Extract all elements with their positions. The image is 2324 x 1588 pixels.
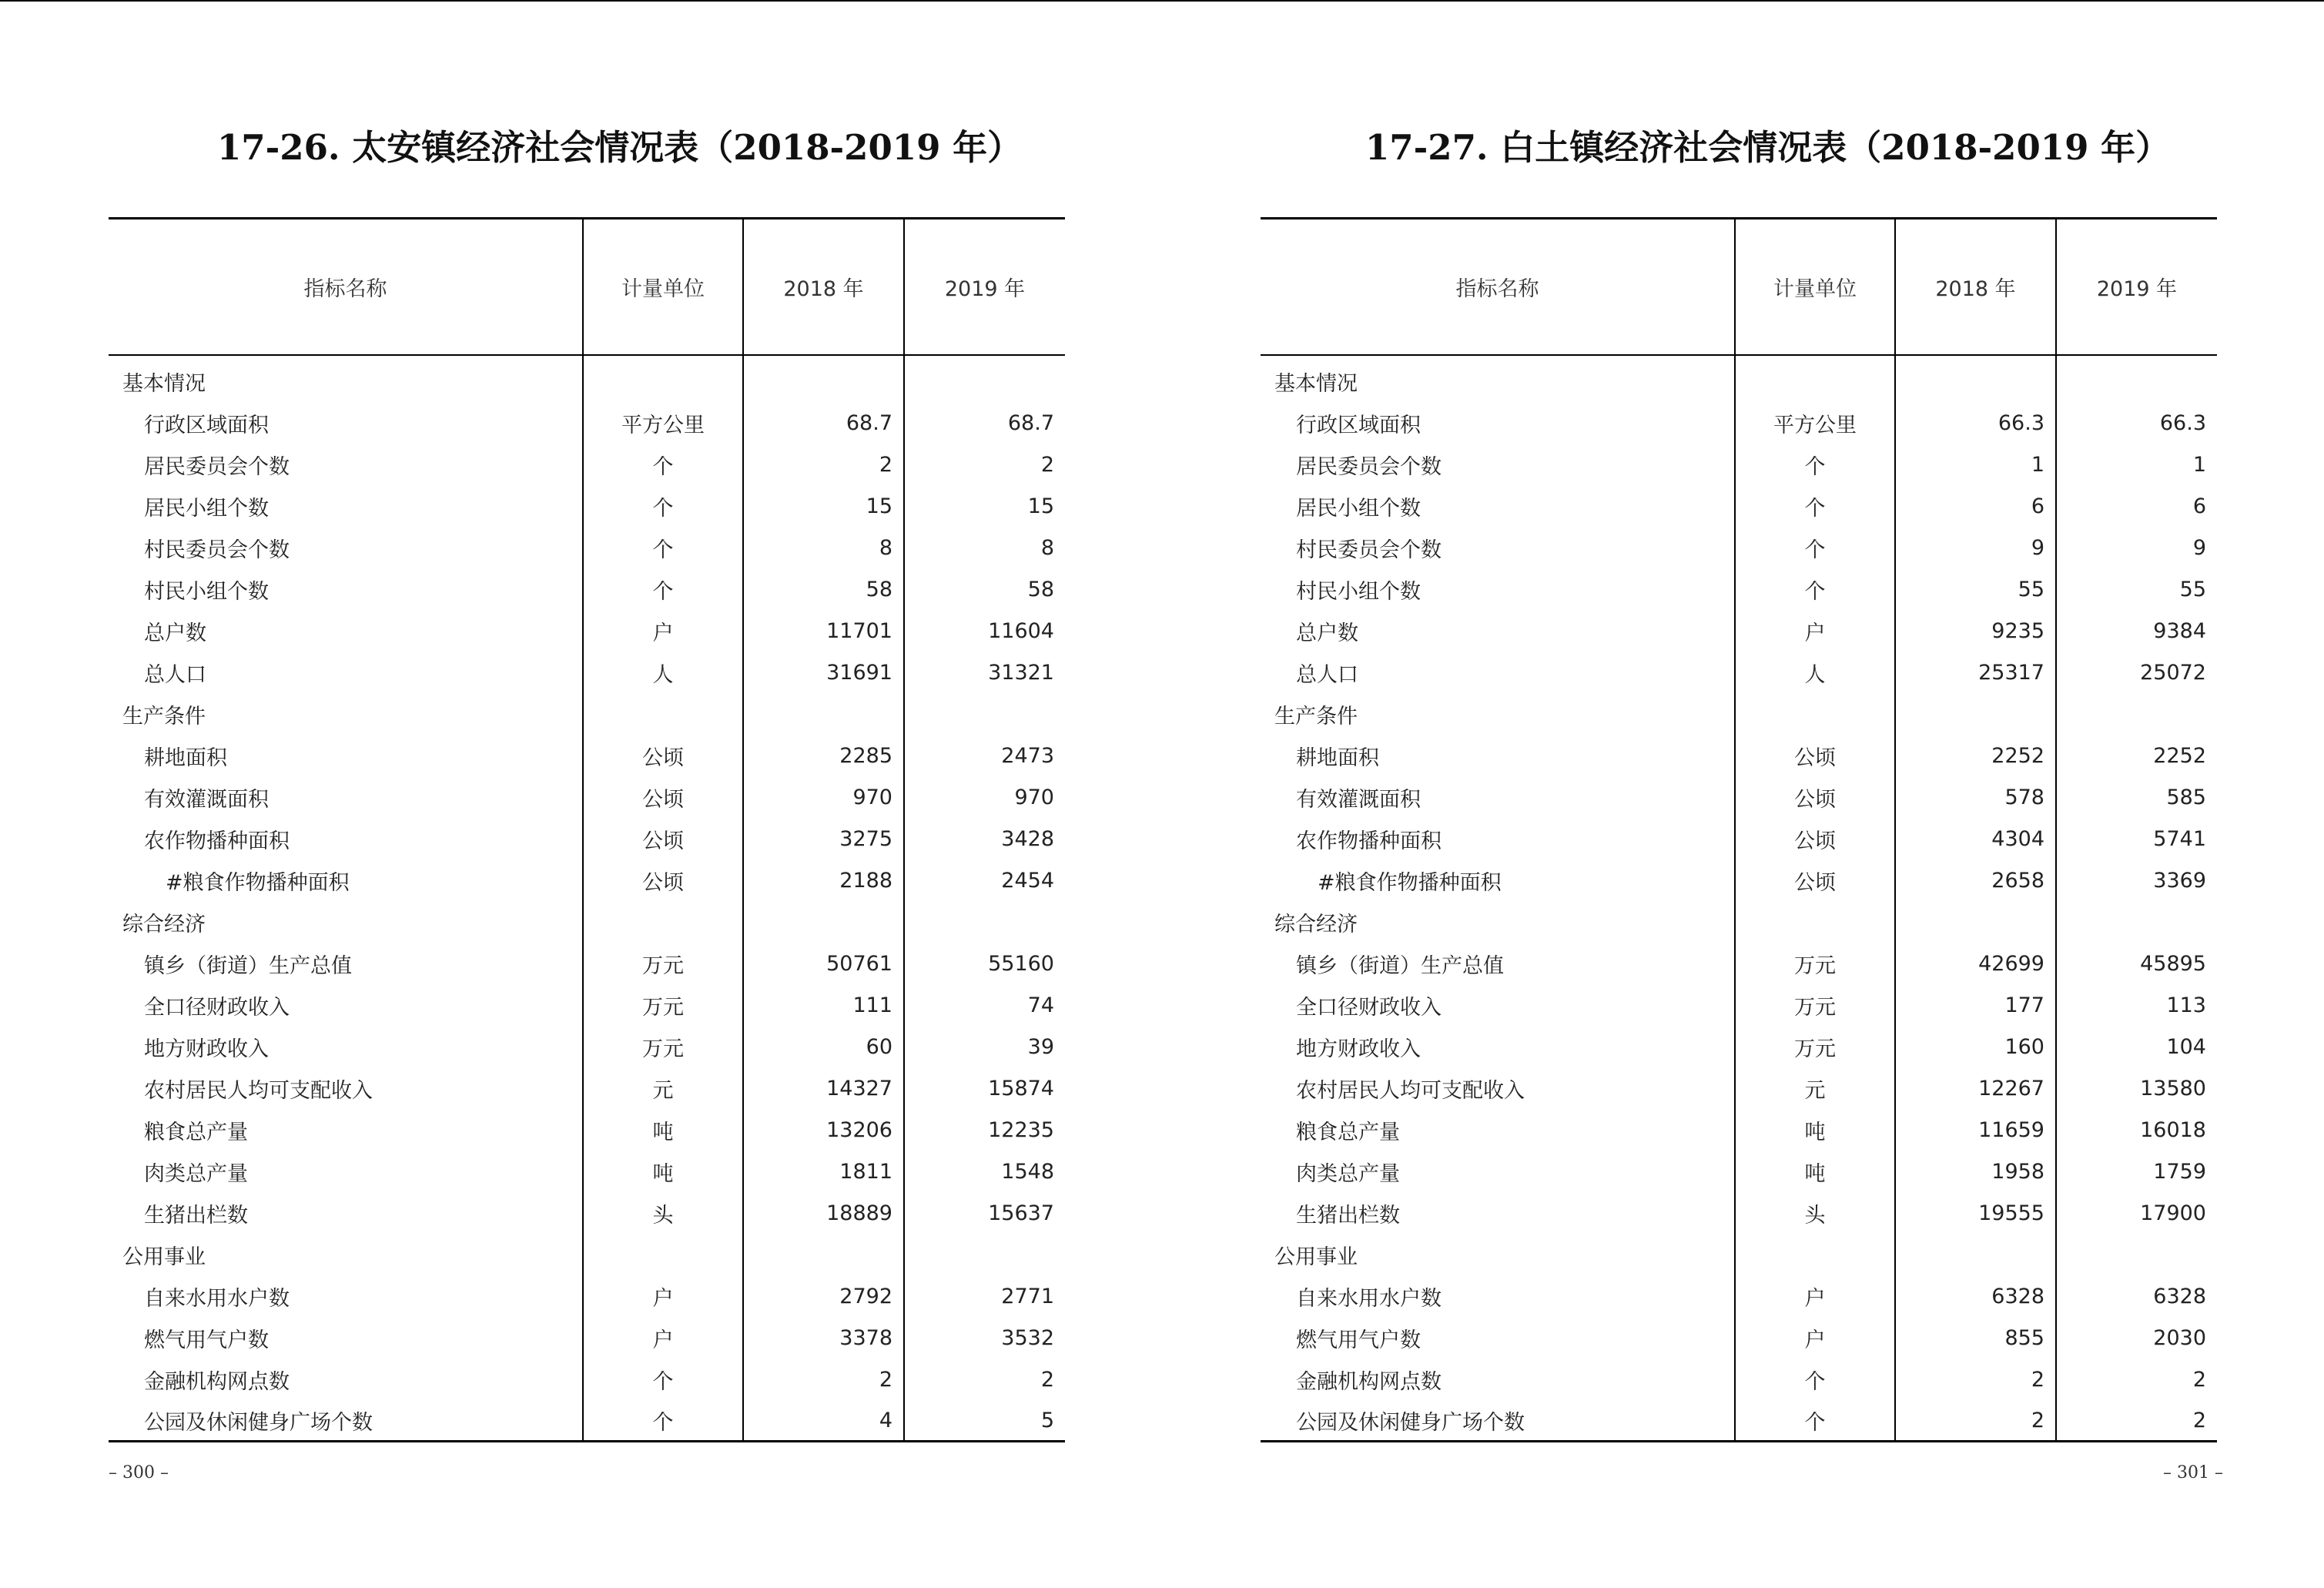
unit-cell: 公顷	[1735, 776, 1895, 818]
value-2019-cell: 68.7	[904, 402, 1065, 444]
table-row	[1261, 1026, 2217, 1067]
table-row	[109, 1151, 1065, 1192]
indicator-name-cell: #粮食作物播种面积	[166, 870, 350, 895]
page-title: 17-26. 太安镇经济社会情况表（2018-2019 年）	[217, 127, 1023, 168]
indicator-name-cell: 行政区域面积	[144, 413, 269, 437]
table-row	[1261, 444, 2217, 485]
indicator-name-cell: 粮食总产量	[144, 1120, 248, 1144]
unit-cell: 个	[1735, 1359, 1895, 1400]
value-2019-cell: 39	[904, 1026, 1065, 1067]
table-row	[1261, 1109, 2217, 1151]
unit-cell: 万元	[1735, 943, 1895, 984]
value-2018-cell	[1895, 355, 2056, 402]
unit-cell: 平方公里	[1735, 402, 1895, 444]
value-2018-cell: 15	[743, 485, 904, 527]
value-2018-cell: 6	[1895, 485, 2056, 527]
value-2019-cell: 15637	[904, 1192, 1065, 1234]
unit-cell: 吨	[1735, 1151, 1895, 1192]
unit-cell: 万元	[583, 984, 743, 1026]
value-2018-cell: 66.3	[1895, 402, 2056, 444]
section-header-row	[1261, 355, 2217, 402]
indicator-name-cell: 总户数	[1296, 621, 1358, 645]
table-row	[1261, 1275, 2217, 1317]
value-2019-cell: 9384	[2056, 610, 2217, 652]
indicator-name-cell: 行政区域面积	[1296, 413, 1421, 437]
value-2019-cell: 2771	[904, 1275, 1065, 1317]
indicator-name-cell: 农作物播种面积	[1296, 829, 1442, 853]
unit-cell: 头	[1735, 1192, 1895, 1234]
table-row	[109, 1359, 1065, 1400]
value-2018-cell	[1895, 693, 2056, 735]
value-2019-cell: 585	[2056, 776, 2217, 818]
indicator-name-cell: 基本情况	[122, 371, 206, 396]
table-row	[1261, 818, 2217, 859]
value-2018-cell: 970	[743, 776, 904, 818]
table-row	[109, 527, 1065, 568]
value-2019-cell: 1	[2056, 444, 2217, 485]
indicator-name-cell: 村民小组个数	[144, 579, 269, 604]
unit-cell	[1735, 901, 1895, 943]
indicator-name-cell: 肉类总产量	[1296, 1161, 1400, 1186]
value-2019-cell	[904, 1234, 1065, 1275]
value-2018-cell: 578	[1895, 776, 2056, 818]
indicator-name-cell: 农村居民人均可支配收入	[1296, 1078, 1525, 1103]
indicator-name-cell: 公园及休闲健身广场个数	[144, 1410, 373, 1435]
unit-cell: 万元	[1735, 1026, 1895, 1067]
value-2018-cell: 25317	[1895, 652, 2056, 693]
col-header-2019: 2019 年	[2056, 219, 2217, 356]
section-header-row	[109, 355, 1065, 402]
indicator-name-cell: 金融机构网点数	[144, 1369, 290, 1394]
table-row	[109, 1026, 1065, 1067]
unit-cell: 人	[1735, 652, 1895, 693]
indicator-name-cell: 农村居民人均可支配收入	[144, 1078, 373, 1103]
unit-cell: 吨	[1735, 1109, 1895, 1151]
indicator-name-cell: 村民委员会个数	[1296, 538, 1442, 562]
value-2018-cell: 2285	[743, 735, 904, 776]
indicator-name-cell: 公园及休闲健身广场个数	[1296, 1410, 1525, 1435]
indicator-name-cell: 自来水用水户数	[1296, 1286, 1442, 1311]
indicator-name-cell: #粮食作物播种面积	[1318, 870, 1502, 895]
table-row	[1261, 610, 2217, 652]
value-2018-cell: 50761	[743, 943, 904, 984]
value-2018-cell: 4304	[1895, 818, 2056, 859]
value-2018-cell: 58	[743, 568, 904, 610]
value-2018-cell: 2	[1895, 1359, 2056, 1400]
table-row	[1261, 984, 2217, 1026]
unit-cell: 个	[1735, 527, 1895, 568]
value-2018-cell: 9235	[1895, 610, 2056, 652]
unit-cell: 公顷	[583, 776, 743, 818]
unit-cell	[583, 901, 743, 943]
unit-cell: 个	[583, 568, 743, 610]
value-2019-cell: 2252	[2056, 735, 2217, 776]
table-row	[1261, 527, 2217, 568]
unit-cell: 公顷	[583, 859, 743, 901]
table-row	[109, 1067, 1065, 1109]
value-2019-cell: 5	[904, 1400, 1065, 1442]
value-2018-cell: 9	[1895, 527, 2056, 568]
unit-cell: 吨	[583, 1109, 743, 1151]
value-2019-cell	[904, 901, 1065, 943]
table-row	[1261, 1359, 2217, 1400]
section-header-row	[1261, 1234, 2217, 1275]
unit-cell: 公顷	[1735, 859, 1895, 901]
col-header-2019: 2019 年	[904, 219, 1065, 356]
value-2018-cell	[1895, 1234, 2056, 1275]
indicator-name-cell: 生产条件	[122, 704, 206, 729]
indicator-name-cell: 总人口	[144, 662, 206, 687]
table-row	[109, 402, 1065, 444]
unit-cell: 平方公里	[583, 402, 743, 444]
value-2018-cell: 19555	[1895, 1192, 2056, 1234]
indicator-name-cell: 耕地面积	[144, 745, 227, 770]
indicator-name-cell: 粮食总产量	[1296, 1120, 1400, 1144]
indicator-name-cell: 生猪出栏数	[1296, 1203, 1400, 1228]
table-row	[1261, 776, 2217, 818]
value-2019-cell: 31321	[904, 652, 1065, 693]
table-header	[1261, 219, 2217, 356]
table-row	[1261, 1067, 2217, 1109]
unit-cell: 户	[1735, 1317, 1895, 1359]
value-2018-cell: 4	[743, 1400, 904, 1442]
indicator-name-cell: 肉类总产量	[144, 1161, 248, 1186]
indicator-name-cell: 燃气用气户数	[144, 1328, 269, 1352]
table-row	[1261, 1400, 2217, 1442]
indicator-name-cell: 有效灌溉面积	[1296, 787, 1421, 812]
indicator-name-cell: 农作物播种面积	[144, 829, 290, 853]
col-header-2018: 2018 年	[1895, 219, 2056, 356]
value-2019-cell: 6328	[2056, 1275, 2217, 1317]
table-row	[109, 943, 1065, 984]
unit-cell: 公顷	[1735, 818, 1895, 859]
indicator-name-cell: 居民小组个数	[1296, 496, 1421, 521]
table-row	[1261, 1151, 2217, 1192]
value-2019-cell: 5741	[2056, 818, 2217, 859]
value-2018-cell: 1811	[743, 1151, 904, 1192]
unit-cell: 个	[583, 527, 743, 568]
value-2019-cell: 15874	[904, 1067, 1065, 1109]
value-2019-cell: 11604	[904, 610, 1065, 652]
value-2018-cell: 18889	[743, 1192, 904, 1234]
indicator-name-cell: 公用事业	[122, 1245, 206, 1269]
unit-cell	[1735, 693, 1895, 735]
indicator-name-cell: 村民小组个数	[1296, 579, 1421, 604]
indicator-name-cell: 生产条件	[1274, 704, 1358, 729]
value-2019-cell: 25072	[2056, 652, 2217, 693]
indicator-name-cell: 公用事业	[1274, 1245, 1358, 1269]
value-2019-cell: 113	[2056, 984, 2217, 1026]
value-2019-cell: 970	[904, 776, 1065, 818]
header-row	[109, 219, 1065, 356]
unit-cell: 万元	[583, 943, 743, 984]
value-2018-cell: 42699	[1895, 943, 2056, 984]
unit-cell: 户	[1735, 1275, 1895, 1317]
value-2018-cell: 2658	[1895, 859, 2056, 901]
indicator-name-cell: 综合经济	[1274, 912, 1358, 936]
unit-cell: 个	[1735, 1400, 1895, 1442]
stats-table	[1261, 217, 2217, 1442]
unit-cell: 个	[583, 1400, 743, 1442]
unit-cell: 头	[583, 1192, 743, 1234]
value-2018-cell: 855	[1895, 1317, 2056, 1359]
value-2019-cell	[2056, 355, 2217, 402]
indicator-name-cell: 全口径财政收入	[1296, 995, 1442, 1020]
value-2018-cell: 177	[1895, 984, 2056, 1026]
table-row	[109, 485, 1065, 527]
page-number: – 300 –	[109, 1463, 169, 1482]
indicator-name-cell: 地方财政收入	[1296, 1037, 1421, 1061]
value-2019-cell: 2	[2056, 1359, 2217, 1400]
unit-cell	[583, 1234, 743, 1275]
indicator-name-cell: 总人口	[1296, 662, 1358, 687]
value-2019-cell: 2030	[2056, 1317, 2217, 1359]
value-2018-cell	[743, 355, 904, 402]
table-row	[109, 735, 1065, 776]
value-2018-cell: 11701	[743, 610, 904, 652]
value-2019-cell: 66.3	[2056, 402, 2217, 444]
indicator-name-cell: 有效灌溉面积	[144, 787, 269, 812]
unit-cell: 个	[583, 485, 743, 527]
value-2019-cell: 9	[2056, 527, 2217, 568]
unit-cell: 元	[1735, 1067, 1895, 1109]
table-row	[109, 1109, 1065, 1151]
indicator-name-cell: 居民委员会个数	[144, 454, 290, 479]
unit-cell: 个	[1735, 444, 1895, 485]
indicator-name-cell: 耕地面积	[1296, 745, 1379, 770]
table-row	[1261, 652, 2217, 693]
value-2018-cell: 2	[743, 1359, 904, 1400]
unit-cell: 户	[1735, 610, 1895, 652]
value-2018-cell: 2188	[743, 859, 904, 901]
unit-cell	[1735, 1234, 1895, 1275]
indicator-name-cell: 镇乡（街道）生产总值	[1296, 953, 1504, 978]
col-header-indicator: 指标名称	[109, 219, 583, 356]
section-header-row	[109, 901, 1065, 943]
table-row	[109, 984, 1065, 1026]
stats-table	[109, 217, 1065, 1442]
table-row	[1261, 1317, 2217, 1359]
value-2019-cell	[2056, 693, 2217, 735]
value-2019-cell: 55160	[904, 943, 1065, 984]
unit-cell: 个	[583, 444, 743, 485]
indicator-name-cell: 居民小组个数	[144, 496, 269, 521]
col-header-2018: 2018 年	[743, 219, 904, 356]
indicator-name-cell: 镇乡（街道）生产总值	[144, 953, 352, 978]
table-row	[1261, 485, 2217, 527]
value-2018-cell: 12267	[1895, 1067, 2056, 1109]
value-2018-cell: 1958	[1895, 1151, 2056, 1192]
value-2018-cell: 31691	[743, 652, 904, 693]
unit-cell: 个	[1735, 485, 1895, 527]
value-2018-cell: 55	[1895, 568, 2056, 610]
indicator-name-cell: 综合经济	[122, 912, 206, 936]
value-2018-cell: 3378	[743, 1317, 904, 1359]
value-2018-cell: 111	[743, 984, 904, 1026]
page-number: – 301 –	[2163, 1463, 2223, 1482]
table-row	[109, 652, 1065, 693]
value-2018-cell: 160	[1895, 1026, 2056, 1067]
unit-cell	[583, 693, 743, 735]
table-header	[109, 219, 1065, 356]
value-2018-cell: 6328	[1895, 1275, 2056, 1317]
indicator-name-cell: 自来水用水户数	[144, 1286, 290, 1311]
table-row	[109, 818, 1065, 859]
table-row	[109, 1317, 1065, 1359]
indicator-name-cell: 金融机构网点数	[1296, 1369, 1442, 1394]
value-2019-cell: 104	[2056, 1026, 2217, 1067]
table-row	[109, 568, 1065, 610]
section-header-row	[1261, 693, 2217, 735]
value-2019-cell: 13580	[2056, 1067, 2217, 1109]
value-2019-cell: 17900	[2056, 1192, 2217, 1234]
value-2019-cell: 1548	[904, 1151, 1065, 1192]
table-row	[1261, 735, 2217, 776]
value-2019-cell: 2	[904, 1359, 1065, 1400]
value-2019-cell: 16018	[2056, 1109, 2217, 1151]
value-2019-cell: 2	[904, 444, 1065, 485]
section-header-row	[1261, 901, 2217, 943]
value-2018-cell: 2252	[1895, 735, 2056, 776]
value-2019-cell: 55	[2056, 568, 2217, 610]
unit-cell: 户	[583, 610, 743, 652]
table-row	[1261, 402, 2217, 444]
indicator-name-cell: 基本情况	[1274, 371, 1358, 396]
value-2019-cell: 2473	[904, 735, 1065, 776]
unit-cell: 公顷	[583, 818, 743, 859]
unit-cell: 吨	[583, 1151, 743, 1192]
value-2018-cell: 1	[1895, 444, 2056, 485]
table-row	[109, 776, 1065, 818]
section-header-row	[109, 693, 1065, 735]
table-body	[1261, 355, 2217, 1442]
col-header-unit: 计量单位	[1735, 219, 1895, 356]
indicator-name-cell: 总户数	[144, 621, 206, 645]
table-row	[1261, 568, 2217, 610]
table-body	[109, 355, 1065, 1442]
value-2019-cell: 45895	[2056, 943, 2217, 984]
page-title: 17-27. 白土镇经济社会情况表（2018-2019 年）	[1365, 127, 2171, 168]
page-right	[1162, 0, 2324, 1588]
unit-cell: 公顷	[1735, 735, 1895, 776]
table-row	[109, 444, 1065, 485]
indicator-name-cell: 地方财政收入	[144, 1037, 269, 1061]
table-row	[1261, 859, 2217, 901]
table-row	[109, 1275, 1065, 1317]
unit-cell: 户	[583, 1275, 743, 1317]
col-header-unit: 计量单位	[583, 219, 743, 356]
unit-cell	[583, 355, 743, 402]
table-row	[109, 1192, 1065, 1234]
value-2018-cell: 13206	[743, 1109, 904, 1151]
value-2018-cell	[743, 901, 904, 943]
indicator-name-cell: 居民委员会个数	[1296, 454, 1442, 479]
value-2019-cell	[2056, 1234, 2217, 1275]
value-2018-cell: 2	[743, 444, 904, 485]
value-2019-cell: 15	[904, 485, 1065, 527]
unit-cell: 万元	[1735, 984, 1895, 1026]
table-row	[109, 1400, 1065, 1442]
indicator-name-cell: 全口径财政收入	[144, 995, 290, 1020]
table-row	[109, 859, 1065, 901]
unit-cell: 元	[583, 1067, 743, 1109]
value-2019-cell: 2	[2056, 1400, 2217, 1442]
table-row	[1261, 943, 2217, 984]
value-2019-cell	[904, 355, 1065, 402]
value-2019-cell: 3532	[904, 1317, 1065, 1359]
unit-cell: 户	[583, 1317, 743, 1359]
table-row	[109, 610, 1065, 652]
table-row	[1261, 1192, 2217, 1234]
value-2019-cell	[2056, 901, 2217, 943]
value-2018-cell: 68.7	[743, 402, 904, 444]
value-2018-cell: 60	[743, 1026, 904, 1067]
value-2019-cell: 8	[904, 527, 1065, 568]
indicator-name-cell: 村民委员会个数	[144, 538, 290, 562]
value-2019-cell: 3428	[904, 818, 1065, 859]
header-row	[1261, 219, 2217, 356]
value-2018-cell: 14327	[743, 1067, 904, 1109]
value-2019-cell	[904, 693, 1065, 735]
unit-cell: 万元	[583, 1026, 743, 1067]
value-2019-cell: 74	[904, 984, 1065, 1026]
section-header-row	[109, 1234, 1065, 1275]
value-2018-cell: 8	[743, 527, 904, 568]
unit-cell	[1735, 355, 1895, 402]
value-2018-cell	[1895, 901, 2056, 943]
unit-cell: 人	[583, 652, 743, 693]
value-2018-cell: 2792	[743, 1275, 904, 1317]
value-2018-cell: 11659	[1895, 1109, 2056, 1151]
unit-cell: 个	[583, 1359, 743, 1400]
unit-cell: 公顷	[583, 735, 743, 776]
value-2019-cell: 1759	[2056, 1151, 2217, 1192]
indicator-name-cell: 生猪出栏数	[144, 1203, 248, 1228]
indicator-name-cell: 燃气用气户数	[1296, 1328, 1421, 1352]
value-2019-cell: 12235	[904, 1109, 1065, 1151]
value-2018-cell	[743, 693, 904, 735]
unit-cell: 个	[1735, 568, 1895, 610]
value-2018-cell: 2	[1895, 1400, 2056, 1442]
value-2019-cell: 3369	[2056, 859, 2217, 901]
value-2018-cell: 3275	[743, 818, 904, 859]
value-2019-cell: 6	[2056, 485, 2217, 527]
col-header-indicator: 指标名称	[1261, 219, 1735, 356]
value-2018-cell	[743, 1234, 904, 1275]
value-2019-cell: 58	[904, 568, 1065, 610]
value-2019-cell: 2454	[904, 859, 1065, 901]
